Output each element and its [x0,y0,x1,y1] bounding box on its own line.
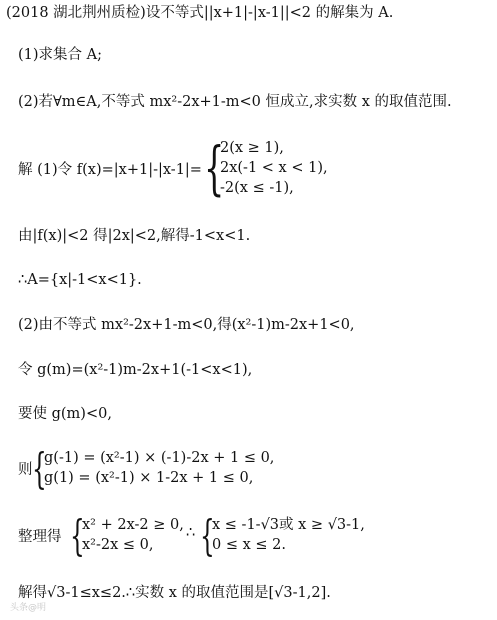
brace-icon: { [32,444,47,493]
solution-step-4: (2)由不等式 mx²-2x+1-m<0,得(x²-1)m-2x+1<0, [18,317,355,333]
solution-step-2: 由|f(x)|<2 得|2x|<2,解得-1<x<1. [18,228,251,244]
case-row: g(-1) = (x²-1) × (-1)-2x + 1 ≤ 0, [44,450,275,466]
case-row: x² + 2x-2 ≥ 0, [82,517,184,533]
brace-icon: { [204,134,225,202]
brace-icon: { [200,511,215,560]
solution-step-3: ∴A={x|-1<x<1}. [18,272,142,288]
system-cases [44,448,274,488]
watermark: 头条@明 [10,603,47,613]
system-cases-a [82,515,184,555]
problem-line-1: (2018 湖北荆州质检)设不等式||x+1|-|x-1||<2 的解集为 A. [6,5,394,21]
solution-step-7-prefix: 则 [18,462,33,478]
piecewise-cases [220,138,328,198]
system-cases-b [212,515,365,555]
case-row: g(1) = (x²-1) × 1-2x + 1 ≤ 0, [44,470,254,486]
solution-step-9: 解得√3-1≤x≤2.∴实数 x 的取值范围是[√3-1,2]. [18,585,331,601]
solution-step-6: 要使 g(m)<0, [18,406,112,422]
problem-question-1: (1)求集合 A; [18,47,103,63]
brace-icon: { [70,511,85,560]
therefore-symbol: ∴ [186,525,196,541]
case-row: 2x(-1 < x < 1), [220,160,328,176]
case-row: -2(x ≤ -1), [220,180,294,196]
case-row: x²-2x ≤ 0, [82,537,154,553]
solution-step-5: 令 g(m)=(x²-1)m-2x+1(-1<x<1), [18,362,253,378]
solution-step-1-prefix: 解 (1)令 f(x)=|x+1|-|x-1|= [18,162,202,178]
case-row: 2(x ≥ 1), [220,140,284,156]
solution-step-8-prefix: 整理得 [18,529,62,545]
problem-question-2: (2)若∀m∈A,不等式 mx²-2x+1-m<0 恒成立,求实数 x 的取值范围. [18,94,452,110]
case-row: 0 ≤ x ≤ 2. [212,537,286,553]
case-row: x ≤ -1-√3或 x ≥ √3-1, [212,517,365,533]
